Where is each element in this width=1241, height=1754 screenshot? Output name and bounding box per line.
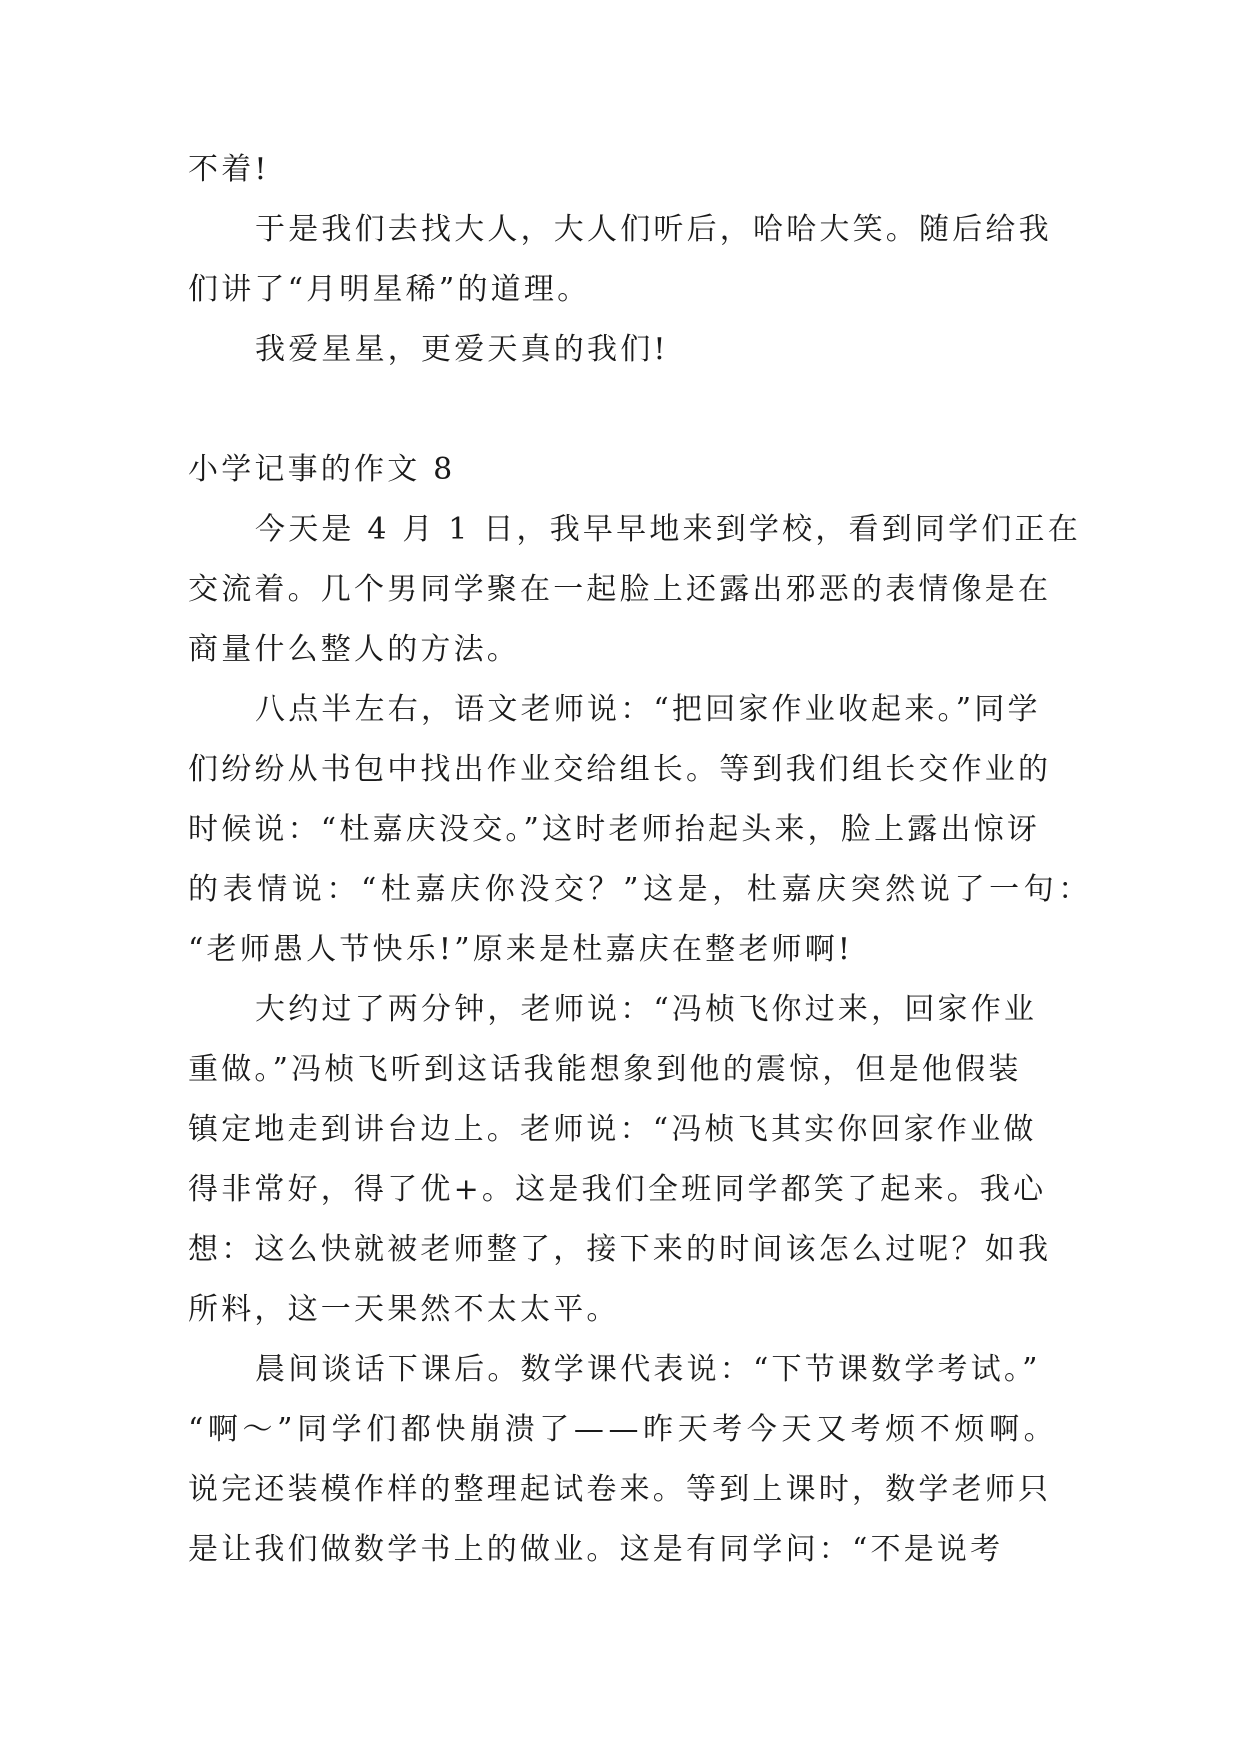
paragraph-line: 不着! <box>188 152 270 187</box>
paragraph-line: 八点半左右，语文老师说：“把回家作业收起来。”同学 <box>255 692 1041 727</box>
paragraph-line: 说完还装模作样的整理起试卷来。等到上课时，数学老师只 <box>188 1472 1052 1507</box>
paragraph-line: 晨间谈话下课后。数学课代表说：“下节课数学考试。” <box>255 1352 1041 1387</box>
paragraph-line: 商量什么整人的方法。 <box>188 632 520 667</box>
paragraph-line: 想：这么快就被老师整了，接下来的时间该怎么过呢？如我 <box>188 1232 1052 1267</box>
paragraph-line: 交流着。几个男同学聚在一起脸上还露出邪恶的表情像是在 <box>188 572 1052 607</box>
paragraph-line: 我爱星星，更爱天真的我们! <box>255 332 669 367</box>
paragraph-line: 于是我们去找大人，大人们听后，哈哈大笑。随后给我 <box>255 212 1052 247</box>
paragraph-line: 大约过了两分钟，老师说：“冯桢飞你过来，回家作业 <box>255 992 1038 1027</box>
paragraph-line: “老师愚人节快乐!”原来是杜嘉庆在整老师啊! <box>188 932 854 967</box>
paragraph-line: 得非常好，得了优+。这是我们全班同学都笑了起来。我心 <box>188 1172 1047 1207</box>
paragraph-line: 镇定地走到讲台边上。老师说：“冯桢飞其实你回家作业做 <box>188 1112 1037 1147</box>
paragraph-line: 们纷纷从书包中找出作业交给组长。等到我们组长交作业的 <box>188 752 1052 787</box>
paragraph-line: 们讲了“月明星稀”的道理。 <box>188 272 591 307</box>
paragraph-line: 的表情说：“杜嘉庆你没交？”这是，杜嘉庆突然说了一句： <box>188 872 1093 907</box>
paragraph-line: 今天是 4 月 1 日，我早早地来到学校，看到同学们正在 <box>255 512 1081 547</box>
paragraph-line: 重做。”冯桢飞听到这话我能想象到他的震惊，但是他假装 <box>188 1052 1022 1087</box>
paragraph-line: 所料，这一天果然不太太平。 <box>188 1292 620 1327</box>
paragraph-line: 时候说：“杜嘉庆没交。”这时老师抬起头来，脸上露出惊讶 <box>188 812 1041 847</box>
paragraph-line: “啊～”同学们都快崩溃了——昨天考今天又考烦不烦啊。 <box>188 1412 1059 1447</box>
paragraph-line: 是让我们做数学书上的做业。这是有同学问：“不是说考 <box>188 1532 1004 1567</box>
section-heading: 小学记事的作文 8 <box>188 452 456 487</box>
